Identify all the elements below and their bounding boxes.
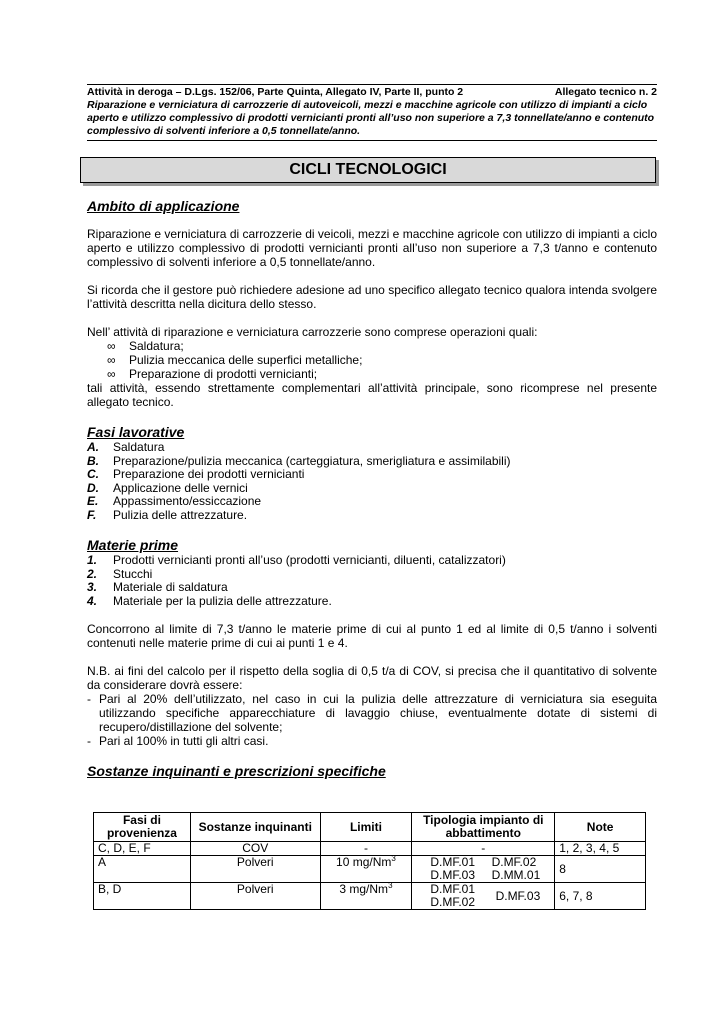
header-activity: Attività in deroga – D.Lgs. 152/06, Parte Quinta, Allegato IV, Parte II, punto 2 <box>87 86 464 98</box>
table-row <box>94 883 646 910</box>
ambito-paragraph-4: tali attività, essendo strettamente complementari all’attività principale, sono ricomprese nel presente allegato tecnico. <box>87 381 657 409</box>
heading-sostanze: Sostanze inquinanti e prescrizioni specifiche <box>87 763 386 779</box>
column-header: Limiti <box>320 813 412 842</box>
heading-materie: Materie prime <box>87 537 179 553</box>
list-item: 3. Materiale di saldatura <box>87 580 228 594</box>
column-header: Fasi di provenienza <box>94 813 191 842</box>
list-item: ∞ Preparazione di prodotti vernicianti; <box>107 367 318 381</box>
materie-paragraph-1: Concorrono al limite di 7,3 t/anno le materie prime di cui al punto 1 ed al limite di 0,5 t/anno i solventi contenuti nelle materie prime di cui ai punti 1 e 4. <box>87 622 657 650</box>
pollutants-table <box>93 812 646 910</box>
bullet-icon: ∞ <box>107 367 116 381</box>
cell-sostanze: Polveri <box>190 883 320 910</box>
cell-sostanze: COV <box>190 842 320 856</box>
cell-note: 8 <box>555 856 646 883</box>
column-header: Tipologia impianto di abbattimento <box>412 813 555 842</box>
running-header <box>87 84 657 141</box>
column-header: Note <box>555 813 646 842</box>
operations-list <box>107 339 657 381</box>
list-item: A. Saldatura <box>87 440 165 454</box>
header-annex: Allegato tecnico n. 2 <box>554 86 657 98</box>
ambito-paragraph-2: Si ricorda che il gestore può richiedere adesione ad uno specifico allegato tecnico qualora intenda svolgere l’attività descritta nella dicitura dello stesso. <box>87 283 657 311</box>
list-item: B. Preparazione/pulizia meccanica (carteggiatura, smerigliatura e assimilabili) <box>87 453 511 468</box>
materie-paragraph-2: N.B. ai fini del calcolo per il rispetto della soglia di 0,5 t/a di COV, si precisa che il quantitativo di solvente da considerare dovrà essere: <box>87 664 657 692</box>
list-item: 2. Stucchi <box>87 566 153 581</box>
list-item: - Pari al 100% in tutti gli altri casi. <box>87 734 269 748</box>
list-item: D. Applicazione delle vernici <box>87 480 248 495</box>
cell-impianto: - <box>412 842 555 856</box>
bullet-icon: ∞ <box>107 339 116 353</box>
document-page <box>87 84 657 780</box>
header-subtitle: Riparazione e verniciatura di carrozzerie di autoveicoli, mezzi e macchine agricole con utilizzo di impianti a ciclo aperto e utilizzo complessivo di prodotti vernicianti pronti all’uso non superiore a 7,3 tonnellate/anno e contenuto complessivo di solventi inferiore a 0,5 tonnellate/anno. <box>87 99 655 137</box>
table-row <box>94 856 646 883</box>
cell-limiti: - <box>320 842 412 856</box>
bullet-icon: ∞ <box>107 353 116 367</box>
cell-limiti: 3 mg/Nm$^3$ <box>320 883 412 910</box>
cell-limiti: 10 mg/Nm$^3$ <box>320 856 412 883</box>
list-item: 4. Materiale per la pulizia delle attrezzature. <box>87 593 332 608</box>
list-item: - Pari al 20% dell’utilizzato, nel caso in cui la pulizia delle attrezzature di verniciatura sia eseguita utilizzando specifiche apparecchiature di lavaggio chiuse, eventualmente dotate di sistemi di recupero/distillazione del solvente; <box>87 692 657 734</box>
list-item: ∞ Saldatura; <box>107 339 184 353</box>
page-title: CICLI TECNOLOGICI <box>80 157 656 183</box>
cell-impianto: D.MF.01 D.MF.03 D.MF.02 D.MM.01 <box>412 856 555 883</box>
list-item: ∞ Pulizia meccanica delle superfici metalliche; <box>107 353 363 367</box>
cell-impianto: D.MF.01 D.MF.02 D.MF.03 <box>412 883 555 910</box>
table-header-row <box>94 813 646 842</box>
list-item: E. Appassimento/essiccazione <box>87 494 262 508</box>
column-header: Sostanze inquinanti <box>190 813 320 842</box>
cell-note: 6, 7, 8 <box>555 883 646 910</box>
ambito-paragraph-3: Nell’ attività di riparazione e verniciatura carrozzerie sono comprese operazioni quali: <box>87 325 538 339</box>
solvent-list <box>87 692 657 748</box>
fasi-list <box>87 441 657 522</box>
list-item: F. Pulizia delle attrezzature. <box>87 507 248 522</box>
materie-list <box>87 554 657 608</box>
cell-fasi: A <box>94 856 191 883</box>
cell-fasi: C, D, E, F <box>94 842 191 856</box>
table-row <box>94 842 646 856</box>
list-item: 1. Prodotti vernicianti pronti all’uso (prodotti vernicianti, diluenti, catalizzatori) <box>87 553 506 567</box>
list-item: C. Preparazione dei prodotti vernicianti <box>87 467 305 481</box>
cell-fasi: B, D <box>94 883 191 910</box>
heading-ambito: Ambito di applicazione <box>87 198 240 214</box>
cell-sostanze: Polveri <box>190 856 320 883</box>
heading-fasi: Fasi lavorative <box>87 424 185 440</box>
ambito-paragraph-1: Riparazione e verniciatura di carrozzerie di veicoli, mezzi e macchine agricole con utilizzo di impianti a ciclo aperto e utilizzo complessivo di prodotti vernicianti pronti all’uso non superiore a 7,3 t/anno e contenuto complessivo di solventi inferiore a 0,5 tonnellate/anno. <box>87 227 657 269</box>
cell-note: 1, 2, 3, 4, 5 <box>555 842 646 856</box>
